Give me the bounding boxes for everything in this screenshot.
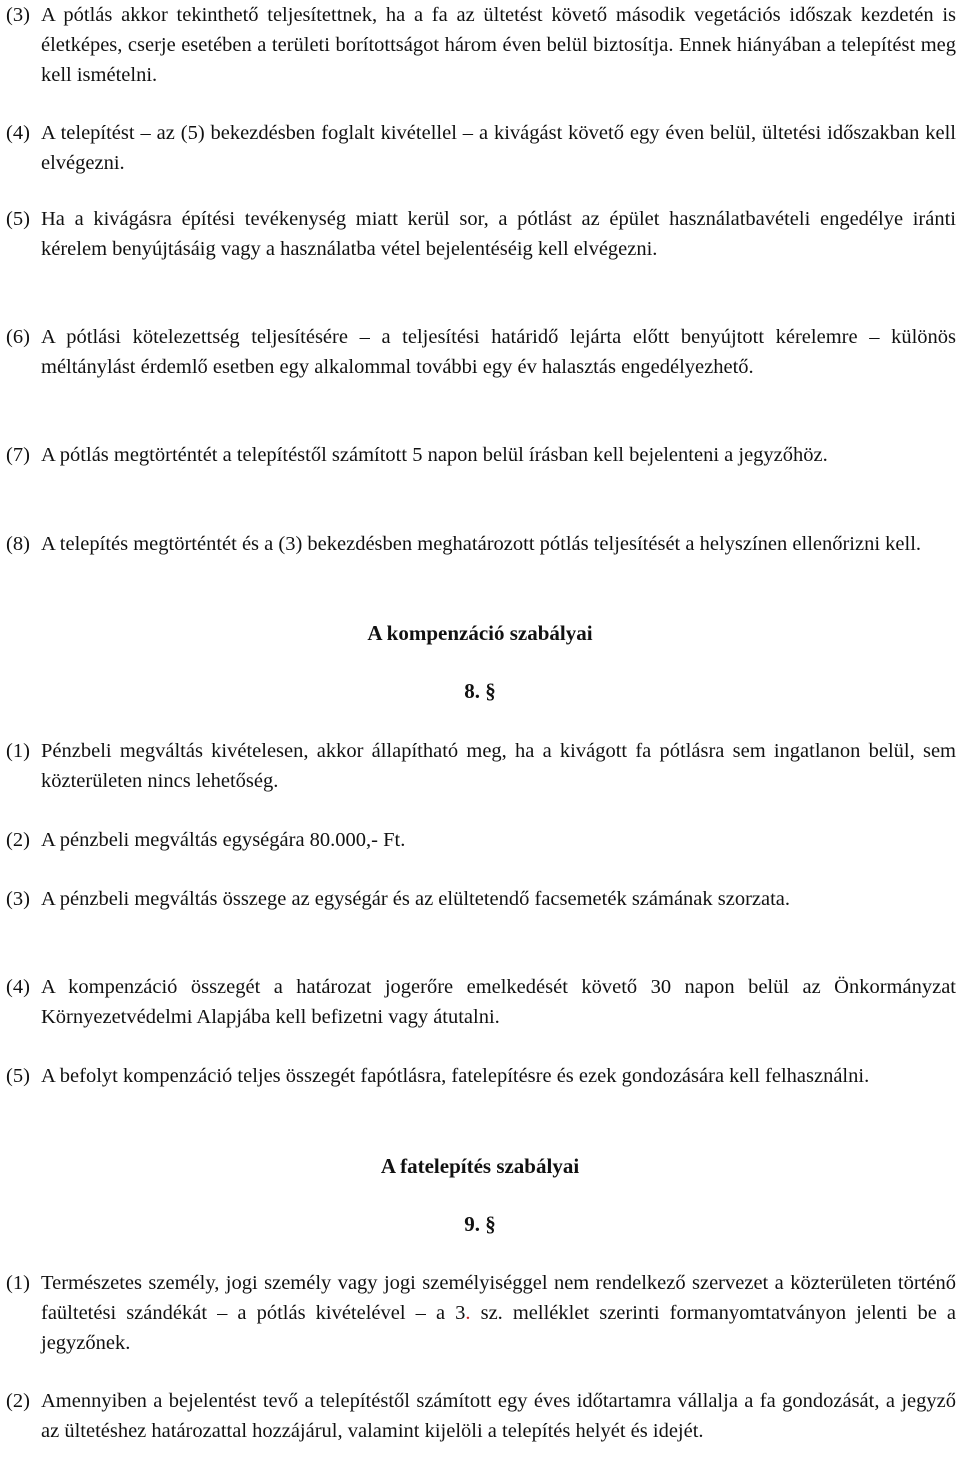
paragraph-text: A telepítés megtörténtét és a (3) bekezdésben meghatározott pótlás teljesítését a helyszínen ellenőrizni kell.: [41, 533, 922, 555]
paragraph-8-5: [0, 1061, 956, 1091]
section-title-compensation: A kompenzáció szabályai: [367, 621, 593, 645]
paragraph-8-1: [0, 736, 956, 796]
paragraph-number: (1): [6, 740, 30, 762]
paragraph-text: A befolyt kompenzáció teljes összegét fapótlásra, fatelepítésre és ezek gondozására kell felhasználni.: [41, 1065, 870, 1087]
paragraph-number: (7): [6, 444, 30, 466]
paragraph-8-2: [0, 825, 956, 855]
paragraph-text: A pénzbeli megváltás összege az egységár és az elültetendő facsemeték számának szorzata.: [41, 888, 791, 910]
paragraph-text: A pótlás akkor tekinthető teljesítettnek, ha a fa az ültetést követő második vegetációs időszak kezdetén is életképes, cserje esetében a területi borítottságot három éven belül biztosítja. Ennek hiányában a telepítést meg kell ismételni.: [41, 4, 956, 86]
paragraph-9-2: [0, 1386, 956, 1446]
paragraph-number: (3): [6, 888, 30, 910]
paragraph-number: (5): [6, 208, 30, 230]
paragraph-7-7: [0, 440, 956, 470]
paragraph-number: (5): [6, 1065, 30, 1087]
paragraph-7-5: [0, 204, 956, 264]
paragraph-text: A pótlási kötelezettség teljesítésére – a teljesítési határidő lejárta előtt benyújtott kérelemre – különös méltánylást érdemlő esetben egy alkalommal további egy év halasztás engedélyezhető.: [41, 326, 956, 378]
paragraph-number: (6): [6, 326, 30, 348]
section-title-tree-planting: A fatelepítés szabályai: [380, 1154, 580, 1178]
paragraph-7-6: [0, 322, 956, 382]
paragraph-number: (8): [6, 533, 30, 555]
paragraph-7-4: [0, 118, 956, 178]
paragraph-text: Pénzbeli megváltás kivételesen, akkor állapítható meg, ha a kivágott fa pótlásra sem ingatlanon belül, sem közterületen nincs lehetőség.: [41, 740, 956, 792]
paragraph-number: (3): [6, 4, 30, 26]
paragraph-text-part: Természetes személy, jogi személy vagy jogi személyiséggel nem rendelkező szervezet a közterületen történő faültetési szándékát – a pótlás kivételével – a 3: [41, 1272, 956, 1324]
paragraph-number: (2): [6, 1390, 30, 1412]
paragraph-text: Amennyiben a bejelentést tevő a telepítéstől számított egy éves időtartamra vállalja a fa gondozását, a jegyző az ültetéshez határozattal hozzájárul, valamint kijelöli a telepítés helyét és idejét.: [41, 1390, 956, 1442]
paragraph-number: (4): [6, 976, 30, 998]
paragraph-7-8: [0, 529, 956, 559]
paragraph-text: A kompenzáció összegét a határozat jogerőre emelkedését követő 30 napon belül az Önkormányzat Környezetvédelmi Alapjába kell befizetni vagy átutalni.: [41, 976, 956, 1028]
paragraph-text: [41, 1268, 956, 1358]
paragraph-text: A pénzbeli megváltás egységára 80.000,- Ft.: [41, 829, 406, 851]
section-number-9: 9. §: [464, 1212, 496, 1236]
paragraph-number: (2): [6, 829, 30, 851]
paragraph-text: A telepítést – az (5) bekezdésben foglalt kivétellel – a kivágást követő egy éven belül, ültetési időszakban kell elvégezni.: [41, 122, 956, 174]
paragraph-number: (4): [6, 122, 30, 144]
paragraph-8-3: [0, 884, 956, 914]
paragraph-text-part: sz. melléklet szerinti formanyomtatványon jelenti be a jegyzőnek.: [41, 1302, 957, 1354]
paragraph-text: Ha a kivágásra építési tevékenység miatt kerül sor, a pótlást az épület használatbavételi engedélye iránti kérelem benyújtásáig vagy a használatba vétel bejelentéséig kell elvégezni.: [41, 208, 956, 260]
paragraph-9-1: [0, 1268, 956, 1358]
highlighted-period: .: [465, 1302, 471, 1324]
paragraph-number: (1): [6, 1272, 30, 1294]
paragraph-text: A pótlás megtörténtét a telepítéstől számított 5 napon belül írásban kell bejelenteni a jegyzőhöz.: [41, 444, 828, 466]
paragraph-7-3: [0, 0, 956, 90]
paragraph-8-4: [0, 972, 956, 1032]
section-number-8: 8. §: [464, 679, 496, 703]
